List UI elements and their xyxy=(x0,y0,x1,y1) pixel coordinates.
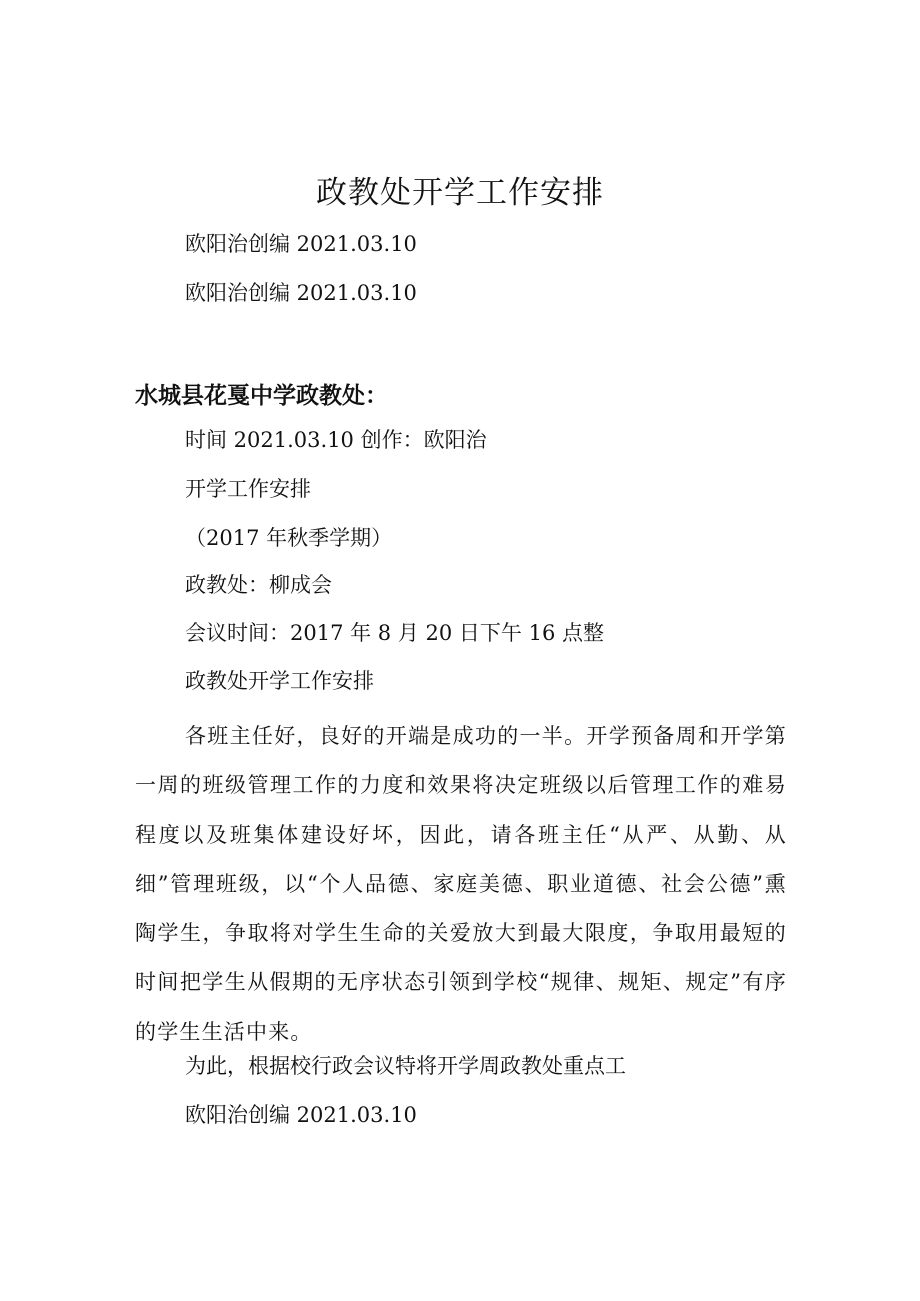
author-credit: 欧阳治创编 2021.03.10 xyxy=(185,1103,417,1127)
time-line: 时间 2021.03.10 创作：欧阳治 xyxy=(185,428,487,452)
semester-line: （2017 年秋季学期） xyxy=(185,526,393,550)
subtitle: 开学工作安排 xyxy=(185,477,311,501)
author-credit: 欧阳治创编 2021.03.10 xyxy=(185,232,417,256)
document-title: 政教处开学工作安排 xyxy=(316,175,604,211)
body-paragraph: 各班主任好，良好的开端是成功的一半。开学预备周和开学第一周的班级管理工作的力度和效果将决定班级以后管理工作的难易程度以及班集体建设好坏，因此，请各班主任“从严、从勤、从细”管理班级，以“个人品德、家庭美德、职业道德、社会公德”熏陶学生，争取将对学生生命的关爱放大到最大限度，争取用最短的时间把学生从假期的无序状态引领到学校“规律、规矩、规定”有序的学生生活中来。 xyxy=(135,724,787,1044)
section-title: 政教处开学工作安排 xyxy=(185,669,374,693)
school-heading: 水城县花戛中学政教处： xyxy=(135,383,388,409)
author-credit: 欧阳治创编 2021.03.10 xyxy=(185,281,417,305)
closing-line: 为此，根据校行政会议特将开学周政教处重点工 xyxy=(185,1054,626,1078)
meeting-time-line: 会议时间：2017 年 8 月 20 日下午 16 点整 xyxy=(185,621,604,645)
author-line: 政教处：柳成会 xyxy=(185,573,332,597)
